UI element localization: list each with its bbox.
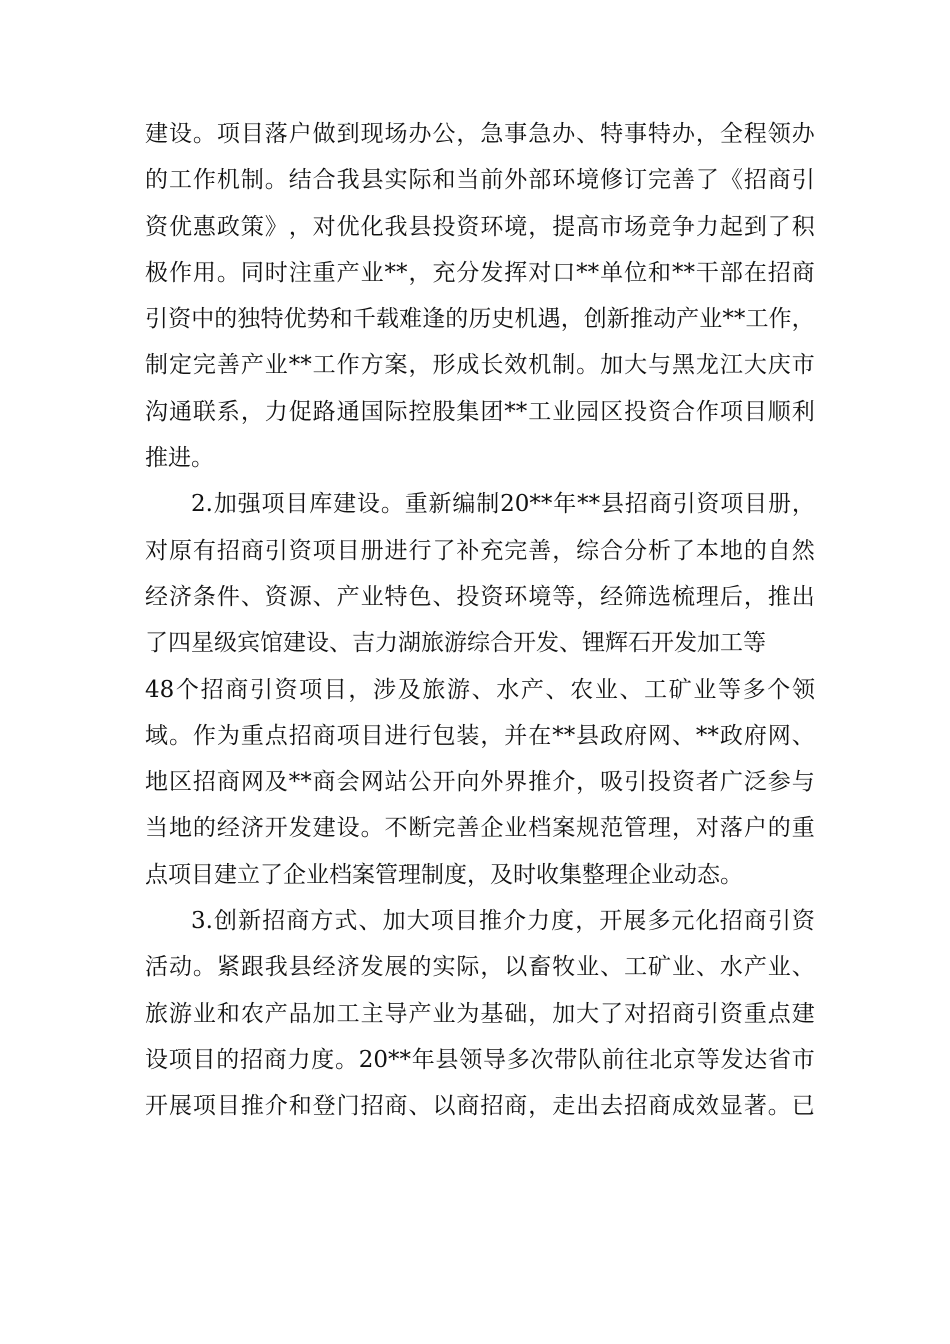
text-line: 2. 加 强 项 目 库 建 设 。 重 新 编 制 20** 年 ** 县 招 商 引 资 项 目 册 ， [191,491,815,518]
text-line: 48 个 招 商 引 资 项 目 ， 涉 及 旅 游 、 水 产 、 农 业 、 工 矿 业 等 多 个 领 [145,676,815,703]
text-line: 旅 游 业 和 农 产 品 加 工 主 导 产 业 为 基 础 ， 加 大 了 对 招 商 引 资 重 点 建 [145,1000,815,1027]
text-line: 点项目建立了企业档案管理制度，及时收集整理企业动态。 [145,861,743,888]
text-line: 域 。 作 为 重 点 招 商 项 目 进 行 包 装 ， 并 在 ** 县 政 府 网 、 ** 政 府 网 、 [145,722,815,749]
text-line: 对 原 有 招 商 引 资 项 目 册 进 行 了 补 充 完 善 ， 综 合 分 析 了 本 地 的 自 然 [145,537,815,564]
text-line: 当 地 的 经 济 开 发 建 设 。 不 断 完 善 企 业 档 案 规 范 管 理 ， 对 落 户 的 重 [145,815,815,842]
document-body [145,111,815,1130]
text-line: 了四星级宾馆建设、吉力湖旅游综合开发、锂辉石开发加工等 [145,630,766,657]
text-line: 的 工 作 机 制 。 结 合 我 县 实 际 和 当 前 外 部 环 境 修 订 完 善 了 《 招 商 引 [145,167,815,194]
text-line: 地 区 招 商 网 及 ** 商 会 网 站 公 开 向 外 界 推 介 ， 吸 引 投 资 者 广 泛 参 与 [145,769,815,796]
text-line: 开 展 项 目 推 介 和 登 门 招 商 、 以 商 招 商 ， 走 出 去 招 商 成 效 显 著 。 已 [145,1093,815,1120]
text-line: 推进。 [145,445,214,472]
text-line: 极 作 用 。 同 时 注 重 产 业 ** ， 充 分 发 挥 对 口 ** 单 位 和 ** 干 部 在 招 商 [145,259,815,286]
text-line: 活 动 。 紧 跟 我 县 经 济 发 展 的 实 际 ， 以 畜 牧 业 、 工 矿 业 、 水 产 业 、 [145,954,815,981]
text-line: 3. 创 新 招 商 方 式 、 加 大 项 目 推 介 力 度 ， 开 展 多 元 化 招 商 引 资 [191,908,815,935]
text-line: 制 定 完 善 产 业 ** 工 作 方 案 ， 形 成 长 效 机 制 。 加 大 与 黑 龙 江 大 庆 市 [145,352,815,379]
text-line: 引 资 中 的 独 特 优 势 和 千 载 难 逢 的 历 史 机 遇 ， 创 新 推 动 产 业 ** 工 作 ， [145,306,815,333]
text-line: 建 设 。 项 目 落 户 做 到 现 场 办 公 ， 急 事 急 办 、 特 事 特 办 ， 全 程 领 办 [145,121,815,147]
text-line: 设 项 目 的 招 商 力 度 。 20** 年 县 领 导 多 次 带 队 前 往 北 京 等 发 达 省 市 [145,1046,815,1073]
text-line: 沟 通 联 系 ， 力 促 路 通 国 际 控 股 集 团 ** 工 业 园 区 投 资 合 作 项 目 顺 利 [145,398,815,425]
text-line: 经 济 条 件 、 资 源 、 产 业 特 色 、 投 资 环 境 等 ， 经 筛 选 梳 理 后 ， 推 出 [145,583,815,610]
text-line: 资 优 惠 政 策 》 ， 对 优 化 我 县 投 资 环 境 ， 提 高 市 场 竞 争 力 起 到 了 积 [145,213,815,240]
